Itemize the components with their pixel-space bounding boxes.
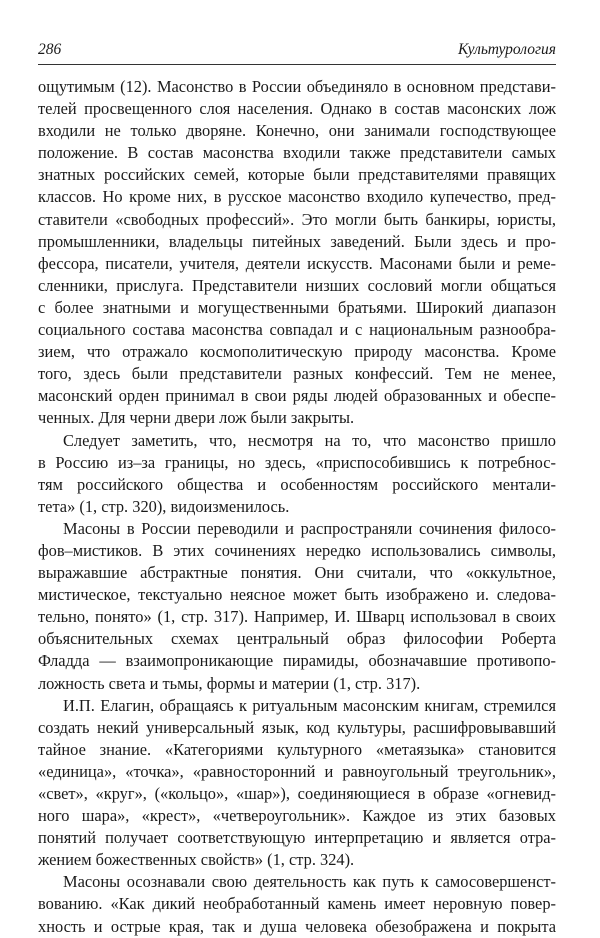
text-line: социального состава масонства совпадал и с национальным разнообра- (38, 320, 556, 340)
text-line: создать некий универсальный язык, код культуры, расшифровывавший (38, 717, 556, 737)
text-line: зием, что отражало космополитическую природу масонства. Кроме (38, 342, 556, 362)
text-line: ставители «свободных профессий». Это могли быть банкиры, юристы, (38, 209, 556, 229)
paragraph (38, 871, 556, 937)
page-header (38, 40, 556, 62)
paragraph (38, 430, 556, 518)
text-line: ложность света и тьмы, формы и материи (1, стр. 317). (38, 673, 421, 693)
text-line: жением божественных свойств» (1, стр. 324). (38, 850, 355, 870)
paragraph (38, 695, 556, 872)
text-line: входили не только дворяне. Конечно, они занимали господствующее (38, 121, 556, 141)
text-line: выражавшие абстрактные понятия. Они считали, что «оккультное, (38, 563, 556, 583)
text-line: знатных российских семей, которые были представителями правящих (38, 165, 556, 185)
text-line: телей просвещенного слоя населения. Однако в состав масонских лож (38, 99, 556, 119)
text-line: тета» (1, стр. 320), видоизменилось. (38, 496, 290, 516)
text-line: «единица», «точка», «равносторонний и равноугольный треугольник», (38, 761, 556, 781)
page-number: 286 (38, 41, 62, 58)
text-line: хность и острые края, так и душа человека обезображена и покрыта (38, 916, 556, 936)
text-line: фов–мистиков. В этих сочинениях нередко использовались символы, (38, 540, 556, 560)
text-line: промышленники, владельцы питейных заведений. Были здесь и про- (38, 231, 556, 251)
text-line: И.П. Елагин, обращаясь к ритуальным масонским книгам, стремился (63, 695, 556, 715)
text-line: ченных. Для черни двери лож были закрыты. (38, 408, 355, 428)
text-line: Фладда — взаимопроникающие пирамиды, обозначавшие противопо- (38, 651, 556, 671)
text-line: фессора, писатели, учителя, деятели искусств. Масонами были и реме- (38, 253, 556, 273)
text-line: мистическое, текстуально неясное может быть изображено и. следова- (38, 585, 556, 605)
text-line: ощутимым (12). Масонство в России объединяло в основном представи- (38, 77, 556, 96)
text-line: Масоны в России переводили и распространяли сочинения филосо- (63, 518, 556, 538)
text-line: ного шара», «крест», «четвероугольник». Каждое из этих базовых (38, 806, 556, 826)
paragraph (38, 76, 556, 430)
running-title: Культурология (458, 41, 556, 58)
text-line: тайное знание. «Категориями культурного «метаязыка» становится (38, 739, 556, 759)
text-line: тельно, понято» (1, стр. 317). Например, И. Шварц использовал в своих (38, 607, 556, 627)
text-line: «свет», «круг», («кольцо», «шар»), соединяющиеся в образе «огневид- (38, 784, 556, 803)
text-line: объяснительных схемах центральный образ философии Роберта (38, 629, 556, 649)
text-line: сленники, прислуга. Представители низших сословий могли общаться (38, 275, 556, 295)
text-line: в Россию из–за границы, но здесь, «приспособившись к потребнос- (38, 452, 556, 472)
text-line: Следует заметить, что, несмотря на то, что масонство пришло (63, 430, 556, 450)
text-line: того, здесь были представители разных конфессий. Тем не менее, (38, 364, 556, 384)
header-rule (38, 64, 556, 65)
body-text (38, 76, 556, 938)
text-line: классов. Но кроме них, в русское масонство входило купечество, пред- (38, 187, 556, 207)
text-line: положение. В состав масонства входили также представители самых (38, 143, 556, 163)
text-line: тям российского общества и особенностям российского ментали- (38, 474, 556, 494)
text-line: Масоны осознавали свою деятельность как путь к самосовершенст- (63, 872, 556, 892)
text-line: вованию. «Как дикий необработанный камень имеет неровную повер- (38, 894, 556, 914)
text-line: понятий получает соответствующую интерпретацию и является отра- (38, 828, 556, 848)
text-line: с более знатными и могущественными братьями. Широкий диапазон (38, 297, 556, 317)
paragraph (38, 518, 556, 695)
text-line: масонский орден принимал в свои ряды людей образованных и обеспе- (38, 386, 556, 406)
